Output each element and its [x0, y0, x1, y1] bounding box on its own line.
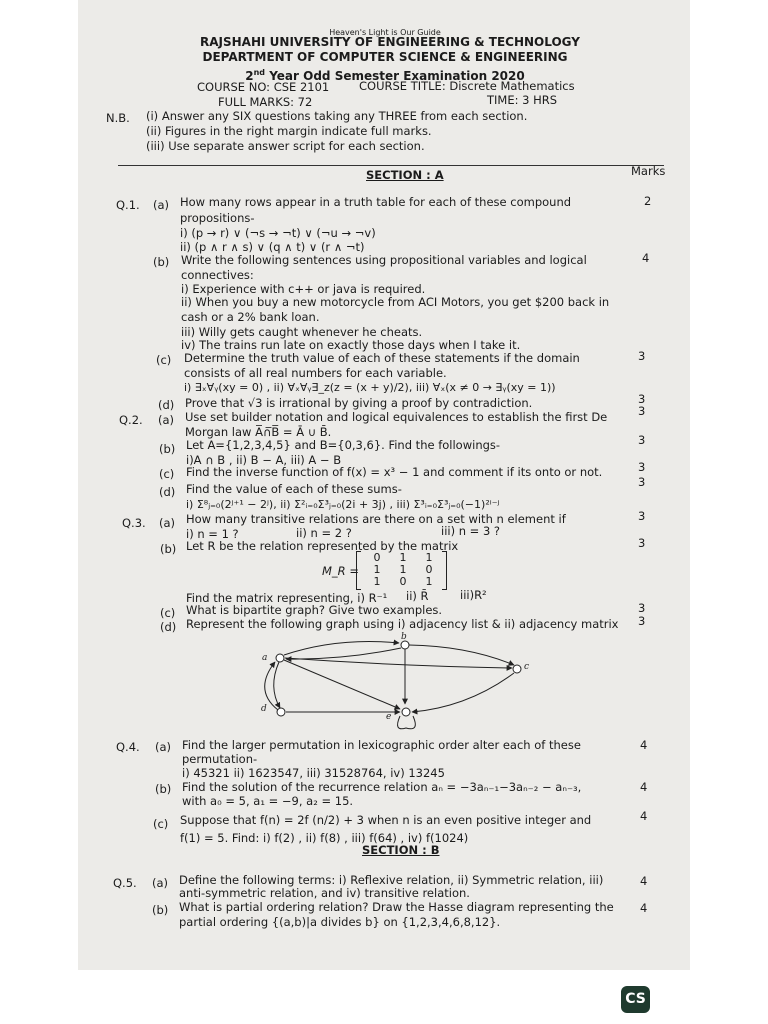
part-label: (c) [156, 353, 172, 367]
question-text: ii) n = 2 ? [296, 526, 352, 540]
question-text: Let R be the relation represented by the matrix [186, 539, 459, 553]
question-text: i) Experience with c++ or java is required. [181, 282, 426, 296]
matrix-cell: 0 [425, 563, 433, 576]
node-label: e [386, 712, 392, 722]
question-text: iv) The trains run late on exactly those days when I take it. [181, 338, 521, 352]
graph-node [276, 654, 284, 662]
question-text: i)A ∩ B , ii) B − A, iii) A − B [186, 453, 342, 467]
edge [412, 673, 514, 712]
part-label: (a) [155, 740, 172, 754]
course-no: COURSE NO: CSE 2101 [197, 80, 330, 94]
node-label: a [262, 653, 268, 663]
part-label: (b) [160, 542, 177, 556]
question-text: i) Σ⁸ⱼ₌₀(2ʲ⁺¹ − 2ʲ), ii) Σ²ᵢ₌₀Σ³ⱼ₌₀(2i + 3j) , iii) Σ³ᵢ₌₀Σ³ⱼ₌₀(−1)²ⁱ⁻ʲ [186, 498, 500, 511]
question-text: How many rows appear in a truth table for each of these compound [180, 195, 572, 209]
marks-value: 4 [640, 780, 648, 794]
marks-value: 3 [638, 475, 646, 489]
motto: Heaven's Light is Our Guide [329, 28, 441, 37]
nb-label: N.B. [106, 111, 130, 125]
marks-value: 3 [638, 509, 646, 523]
question-text: consists of all real numbers for each variable. [184, 366, 447, 380]
marks-value: 4 [640, 901, 648, 915]
university-name: RAJSHAHI UNIVERSITY OF ENGINEERING & TECHNOLOGY [200, 35, 580, 49]
edge [284, 642, 399, 656]
question-text: What is bipartite graph? Give two examples. [186, 603, 443, 617]
matrix-row [364, 575, 442, 588]
part-label: (d) [159, 485, 176, 499]
marks-value: 3 [638, 536, 646, 550]
part-label: (a) [153, 198, 170, 212]
edge [285, 658, 512, 668]
question-number: Q.4. [116, 740, 140, 754]
graph-node [402, 708, 410, 716]
matrix-cell: 1 [373, 563, 381, 576]
marks-value: 4 [640, 738, 648, 752]
matrix-cell: 1 [399, 563, 407, 576]
question-text: i) (p → r) ∨ (¬s → ¬t) ∨ (¬u → ¬v) [180, 226, 376, 240]
marks-value: 4 [640, 874, 648, 888]
question-text: i) n = 1 ? [186, 527, 239, 541]
exam-title: 2nd Year Odd Semester Examination 2020 [245, 68, 525, 83]
question-text: iii) n = 3 ? [441, 524, 501, 538]
node-label: b [401, 632, 407, 642]
part-label: (b) [152, 903, 169, 917]
graph-node [401, 641, 409, 649]
question-text: iii)R² [460, 588, 487, 602]
question-text: Let A={1,2,3,4,5} and B={0,3,6}. Find the followings- [186, 438, 501, 452]
marks-value: 3 [638, 349, 646, 363]
graph-node [513, 665, 521, 673]
question-text: ii) R̄ [406, 589, 429, 603]
edge [284, 660, 400, 709]
question-text: anti-symmetric relation, and iv) transitive relation. [179, 886, 470, 900]
question-number: Q.2. [119, 413, 143, 427]
part-label: (c) [160, 606, 176, 620]
nb-line: (i) Answer any SIX questions taking any THREE from each section. [146, 109, 528, 123]
question-text: i) ∃ₓ∀ᵧ(xy = 0) , ii) ∀ₓ∀ᵧ∃_z(z = (x + y)/2), iii) ∀ₓ(x ≠ 0 → ∃ᵧ(xy = 1)) [184, 381, 556, 394]
question-text: connectives: [181, 268, 254, 282]
edge [274, 662, 280, 708]
question-number: Q.3. [122, 516, 146, 530]
question-text: ii) When you buy a new motorcycle from ACI Motors, you get $200 back in [181, 295, 610, 309]
question-text: partial ordering {(a,b)|a divides b} on {1,2,3,4,6,8,12}. [179, 915, 501, 929]
marks-value: 4 [640, 809, 648, 823]
camscanner-logo: CS [621, 986, 650, 1013]
marks-value: 3 [638, 392, 646, 406]
marks-value: 4 [642, 251, 650, 265]
divider [118, 165, 664, 166]
question-text: Write the following sentences using propositional variables and logical [181, 253, 587, 267]
matrix-cell: 1 [425, 551, 433, 564]
course-title: COURSE TITLE: Discrete Mathematics [359, 79, 575, 93]
part-label: (a) [159, 516, 176, 530]
full-marks: FULL MARKS: 72 [218, 95, 313, 109]
question-text: Find the larger permutation in lexicographic order alter each of these [182, 738, 581, 752]
marks-value: 2 [644, 194, 652, 208]
matrix-cell: 0 [373, 551, 381, 564]
question-text: Find the solution of the recurrence relation aₙ = −3aₙ₋₁−3aₙ₋₂ − aₙ₋₃, [182, 780, 582, 794]
question-number: Q.5. [113, 876, 137, 890]
exam-time: TIME: 3 HRS [487, 93, 558, 107]
matrix-cell: 1 [425, 575, 433, 588]
question-text: i) 45321 ii) 1623547, iii) 31528764, iv) 13245 [182, 766, 445, 780]
question-text: Represent the following graph using i) adjacency list & ii) adjacency matrix [186, 617, 619, 631]
question-text: Use set builder notation and logical equivalences to establish the first De [185, 410, 608, 424]
marks-value: 3 [638, 601, 646, 615]
question-text: Find the inverse function of f(x) = x³ − 1 and comment if its onto or not. [186, 465, 603, 479]
question-text: Morgan law A̅∩̅B̅ = Ā ∪ B̄. [185, 425, 332, 439]
part-label: (b) [155, 782, 172, 796]
nb-line: (iii) Use separate answer script for each section. [146, 139, 425, 153]
question-text: Find the value of each of these sums- [186, 482, 402, 496]
graph-node [277, 708, 285, 716]
matrix-bracket [356, 551, 361, 590]
edge [398, 716, 416, 729]
question-text: ii) (p ∧ r ∧ s) ∨ (q ∧ t) ∨ (r ∧ ¬t) [180, 240, 365, 254]
question-text: with a₀ = 5, a₁ = −9, a₂ = 15. [182, 794, 354, 808]
part-label: (b) [159, 442, 176, 456]
question-text: How many transitive relations are there on a set with n element if [186, 512, 566, 526]
node-label: c [524, 662, 530, 672]
question-text: propositions- [180, 211, 255, 225]
part-label: (c) [159, 467, 175, 481]
part-label: (d) [160, 620, 177, 634]
section-b-title: SECTION : B [362, 843, 440, 857]
part-label: (d) [158, 398, 175, 412]
question-text: What is partial ordering relation? Draw the Hasse diagram representing the [179, 900, 614, 914]
nb-line: (ii) Figures in the right margin indicate full marks. [146, 124, 432, 138]
part-label: (a) [158, 413, 175, 427]
question-text: Determine the truth value of each of these statements if the domain [184, 351, 580, 365]
section-a-title: SECTION : A [366, 168, 444, 182]
question-text: permutation- [182, 752, 258, 766]
question-text: Define the following terms: i) Reflexive relation, ii) Symmetric relation, iii) [179, 873, 604, 887]
node-label: d [261, 704, 267, 714]
question-text: f(1) = 5. Find: i) f(2) , ii) f(8) , iii) f(64) , iv) f(1024) [180, 831, 469, 845]
question-text: cash or a 2% bank loan. [181, 310, 320, 324]
department-name: DEPARTMENT OF COMPUTER SCIENCE & ENGINEERING [202, 50, 568, 64]
matrix-cell: 1 [373, 575, 381, 588]
marks-value: 3 [638, 404, 646, 418]
edge [409, 645, 514, 665]
question-text: iii) Willy gets caught whenever he cheats. [181, 325, 423, 339]
matrix-label: M_R = [322, 564, 359, 578]
part-label: (c) [153, 817, 169, 831]
directed-graph [228, 632, 558, 732]
part-label: (b) [153, 255, 170, 269]
marks-header: Marks [631, 164, 666, 178]
question-text: Suppose that f(n) = 2f (n/2) + 3 when n is an even positive integer and [180, 813, 592, 827]
part-label: (a) [152, 876, 169, 890]
matrix-cell: 0 [399, 575, 407, 588]
marks-value: 3 [638, 460, 646, 474]
question-text: Prove that √3 is irrational by giving a proof by contradiction. [185, 396, 533, 410]
matrix-cell: 1 [399, 551, 407, 564]
question-text: Find the matrix representing, i) R⁻¹ [186, 591, 388, 605]
marks-value: 3 [638, 433, 646, 447]
question-number: Q.1. [116, 198, 140, 212]
matrix-bracket [442, 551, 447, 590]
marks-value: 3 [638, 614, 646, 628]
